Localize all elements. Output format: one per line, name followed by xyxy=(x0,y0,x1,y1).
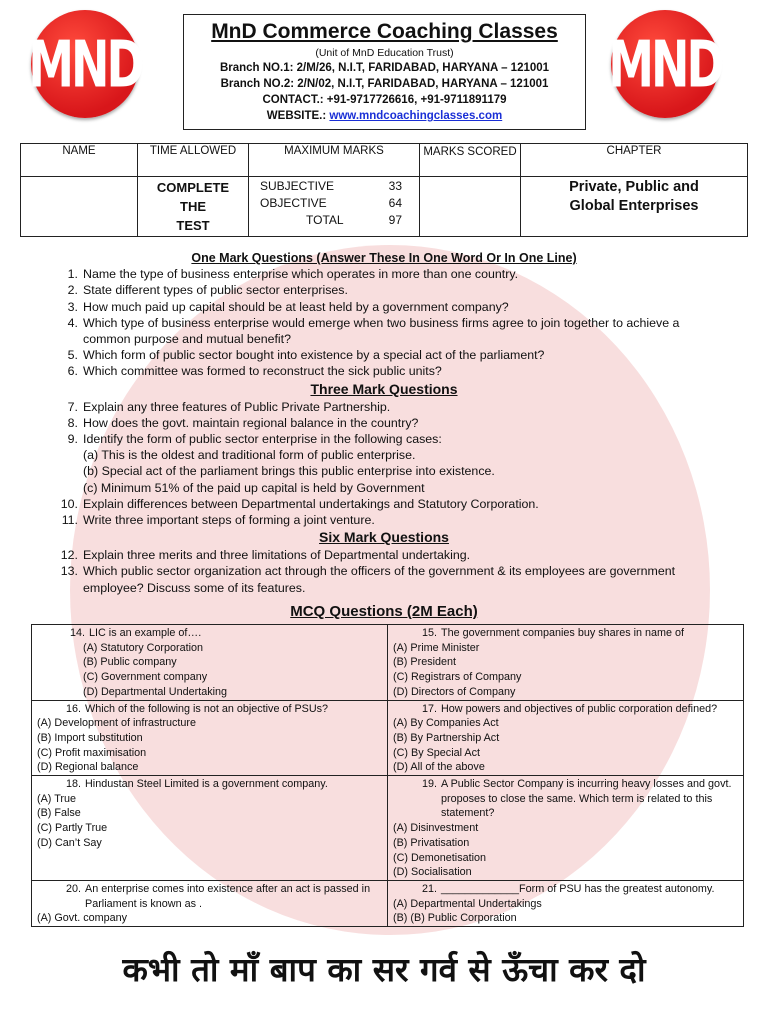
mcq-option: (C) By Special Act xyxy=(393,746,481,759)
one-mark-heading: One Mark Questions (Answer These In One Word Or In One Line) xyxy=(191,251,577,265)
mcq-option: (A) True xyxy=(37,792,76,805)
mcq-cell xyxy=(32,700,388,776)
mnd-logo-right xyxy=(608,10,722,118)
question-number: 11. xyxy=(61,513,78,528)
mcq-number: 20. xyxy=(65,882,81,895)
max-marks-cell xyxy=(249,177,420,237)
mcq-text: _____________Form of PSU has the greatest autonomy. xyxy=(441,882,715,895)
mcq-cell xyxy=(32,625,388,701)
mcq-option: (A) Development of infrastructure xyxy=(37,717,197,730)
mcq-row xyxy=(32,700,744,776)
mcq-option: (C) Partly True xyxy=(37,822,108,835)
mcq-option: (A) Prime Minister xyxy=(393,641,480,654)
time-header: TIME ALLOWED xyxy=(138,144,249,177)
institute-title: MnD Commerce Coaching Classes xyxy=(211,20,558,43)
mcq-option: (D) All of the above xyxy=(393,761,485,774)
question-text: Which committee was formed to reconstruct the sick public units? xyxy=(83,364,442,379)
website-link[interactable]: www.mndcoachingclasses.com xyxy=(329,110,503,122)
mcq-row xyxy=(32,880,744,926)
mcq-option: (D) Socialisation xyxy=(393,866,472,879)
three-mark-heading: Three Mark Questions xyxy=(310,380,458,397)
mcq-text: The government companies buy shares in name of xyxy=(441,627,685,639)
mcq-number: 19. xyxy=(421,778,437,791)
mcq-question xyxy=(393,777,740,821)
name-header: NAME xyxy=(21,144,138,177)
logo-text: MND xyxy=(608,26,722,102)
mcq-text: How powers and objectives of public corporation defined? xyxy=(441,702,718,715)
question-item xyxy=(0,282,768,298)
complete-line: COMPLETE xyxy=(156,180,230,195)
complete-line: TEST xyxy=(176,218,210,233)
mcq-heading: MCQ Questions (2M Each) xyxy=(290,603,478,620)
mcq-number: 15. xyxy=(421,627,437,639)
question-text: Which public sector organization act through the officers of the government & its employees are government employee? Discuss some of its features. xyxy=(83,564,676,595)
question-number: 1. xyxy=(67,267,78,282)
mcq-cell xyxy=(388,880,744,926)
mcq-option: (A) By Companies Act xyxy=(393,717,499,730)
mcq-text: An enterprise comes into existence after an act is passed in Parliament is known as . xyxy=(85,882,371,910)
question-number: 5. xyxy=(67,348,78,363)
question-item xyxy=(0,399,768,415)
question-item xyxy=(0,266,768,282)
mcq-text: LIC is an example of…. xyxy=(89,627,202,639)
mcq-number: 17. xyxy=(421,702,437,715)
question-number: 7. xyxy=(67,399,78,414)
mcq-cell xyxy=(32,776,388,881)
objective-value: 64 xyxy=(388,196,402,210)
mcq-option: (D) Departmental Undertaking xyxy=(83,685,228,698)
six-mark-heading: Six Mark Questions xyxy=(319,529,449,546)
mcq-option: (B) Import substitution xyxy=(37,731,143,744)
question-text: Write three important steps of forming a joint venture. xyxy=(83,513,375,528)
question-number: 2. xyxy=(67,283,78,298)
question-text: Which form of public sector bought into existence by a special act of the parliament? xyxy=(83,348,545,363)
mcq-text: A Public Sector Company is incurring heavy losses and govt. proposes to close the same. Which term is related to this statement? xyxy=(441,778,732,820)
question-number: 9. xyxy=(67,432,78,447)
question-item xyxy=(0,415,768,431)
mcq-number: 21. xyxy=(421,882,437,895)
mcq-option: (D) Regional balance xyxy=(37,761,139,774)
case-option: (c) Minimum 51% of the paid up capital is held by Government xyxy=(83,480,425,495)
question-number: 8. xyxy=(67,415,78,430)
mcq-option: (A) Departmental Undertakings xyxy=(393,897,542,910)
mcq-cell xyxy=(32,880,388,926)
mcq-text: Hindustan Steel Limited is a government company. xyxy=(85,778,328,791)
mcq-row xyxy=(32,776,744,881)
total-label: TOTAL xyxy=(306,213,344,227)
case-option: (a) This is the oldest and traditional form of public enterprise. xyxy=(83,448,416,463)
question-text: How much paid up capital should be at least held by a government company? xyxy=(83,299,509,314)
chapter-cell xyxy=(521,177,748,237)
mcq-row xyxy=(32,625,744,701)
subjective-label: SUBJECTIVE xyxy=(260,179,335,193)
question-text: Which type of business enterprise would emerge when two business firms agree to join together to achieve a common purpose and mutual benefit? xyxy=(83,315,680,347)
mcq-option: (D) Can’t Say xyxy=(37,836,102,849)
question-text: How does the govt. maintain regional balance in the country? xyxy=(83,415,419,430)
mcq-option: (C) Registrars of Company xyxy=(393,671,522,684)
mcq-option: (B) President xyxy=(393,656,457,669)
test-info-table xyxy=(20,143,748,237)
objective-label: OBJECTIVE xyxy=(260,196,327,210)
time-cell xyxy=(138,177,249,237)
mcq-option: (B) By Partnership Act xyxy=(393,731,500,744)
question-item xyxy=(0,431,768,496)
hindi-motto: कभी तो माँ बाप का सर गर्व से ऊँचा कर दो xyxy=(122,950,646,989)
chapter-header: CHAPTER xyxy=(521,144,748,177)
mcq-question xyxy=(37,882,384,911)
question-text: Identify the form of public sector enterprise in the following cases: xyxy=(83,432,442,447)
mcq-option: (A) Govt. company xyxy=(37,912,128,925)
website-line xyxy=(184,108,585,124)
case-option: (b) Special act of the parliament brings this public enterprise into existence. xyxy=(83,464,495,479)
question-number: 12. xyxy=(60,548,78,563)
question-number: 4. xyxy=(67,315,78,330)
mcq-option: (D) Directors of Company xyxy=(393,685,516,698)
question-number: 3. xyxy=(67,299,78,314)
mcq-cell xyxy=(388,625,744,701)
question-item xyxy=(0,363,768,379)
complete-line: THE xyxy=(180,199,206,214)
mcq-question xyxy=(37,702,384,717)
question-number: 13. xyxy=(60,564,78,579)
mcq-option: (B) Public company xyxy=(83,656,177,669)
logo-text: MND xyxy=(28,26,142,102)
mcq-number: 18. xyxy=(65,778,81,791)
chapter-line: Private, Public and xyxy=(569,179,699,195)
mcq-question xyxy=(393,702,740,717)
question-text: State different types of public sector enterprises. xyxy=(83,283,348,298)
mcq-option: (A) Disinvestment xyxy=(393,822,479,835)
question-item xyxy=(0,563,768,595)
contact-line: CONTACT.: +91-9717726616, +91-9711891179 xyxy=(262,94,507,106)
mcq-text: Which of the following is not an objective of PSUs? xyxy=(85,702,329,715)
mcq-option: (A) Statutory Corporation xyxy=(83,641,204,654)
unit-line: (Unit of MnD Education Trust) xyxy=(315,47,454,59)
mcq-question xyxy=(393,882,740,897)
mcq-question xyxy=(37,626,384,641)
question-item xyxy=(0,315,768,347)
mcq-question xyxy=(393,626,740,641)
max-marks-header: MAXIMUM MARKS xyxy=(249,144,420,177)
question-text: Explain any three features of Public Private Partnership. xyxy=(83,399,391,414)
mcq-cell xyxy=(388,776,744,881)
total-value: 97 xyxy=(388,213,402,227)
header-box xyxy=(183,14,586,130)
name-cell[interactable] xyxy=(21,177,138,237)
question-number: 6. xyxy=(67,364,78,379)
subjective-value: 33 xyxy=(388,179,402,193)
branch-2: Branch NO.2: 2/N/02, N.I.T, FARIDABAD, HARYANA – 121001 xyxy=(220,78,549,90)
question-text: Name the type of business enterprise which operates in more than one country. xyxy=(83,267,519,282)
question-text: Explain three merits and three limitations of Departmental undertaking. xyxy=(83,548,471,563)
mcq-question xyxy=(37,777,384,792)
mcq-option: (B) Privatisation xyxy=(393,836,470,849)
marks-scored-header: MARKS SCORED xyxy=(420,144,521,177)
question-number: 10. xyxy=(60,496,78,511)
question-item xyxy=(0,496,768,512)
question-item xyxy=(0,299,768,315)
mcq-option: (C) Profit maximisation xyxy=(37,746,147,759)
website-label: WEBSITE.: xyxy=(266,110,330,122)
mcq-option: (C) Government company xyxy=(83,671,208,684)
question-text: Explain differences between Departmental undertakings and Statutory Corporation. xyxy=(83,496,539,511)
branch-1: Branch NO.1: 2/M/26, N.I.T, FARIDABAD, HARYANA – 121001 xyxy=(219,62,550,74)
mcq-number: 14. xyxy=(69,627,85,639)
question-item xyxy=(0,512,768,528)
mcq-table xyxy=(31,624,744,927)
questions-section xyxy=(0,250,768,596)
mcq-option: (B) (B) Public Corporation xyxy=(393,912,517,925)
mcq-option: (C) Demonetisation xyxy=(393,851,487,864)
mcq-option: (B) False xyxy=(37,807,81,820)
marks-scored-cell[interactable] xyxy=(420,177,521,237)
mcq-cell xyxy=(388,700,744,776)
question-item xyxy=(0,347,768,363)
chapter-line: Global Enterprises xyxy=(569,198,699,214)
mcq-number: 16. xyxy=(65,702,81,715)
mnd-logo-left xyxy=(28,10,142,118)
question-item xyxy=(0,547,768,563)
